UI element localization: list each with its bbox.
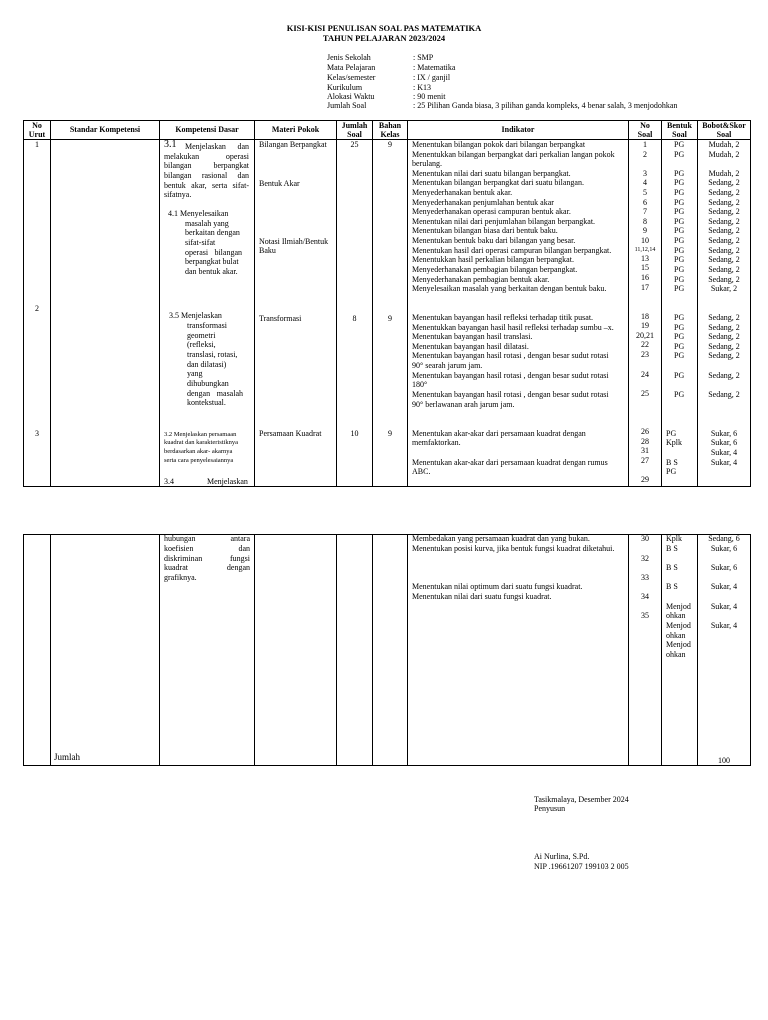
indikator: Menyederhanakan bentuk akar. [412,188,513,197]
no-soal: 19 [641,321,649,330]
bahan-kelas: 9 [388,314,392,323]
no-soal: 31 [641,446,649,455]
bobot-skor: Sukar, 4 [710,448,738,457]
materi-pokok: Notasi Ilmiah/Bentuk [259,237,329,246]
indikator: 90° searah jarum jam. [412,361,483,370]
bentuk-soal: PG [674,275,685,284]
bentuk-soal: ohkan [666,650,686,659]
indikator: berulang. [412,159,442,168]
no-soal: 28 [641,437,649,446]
bobot-skor: Sedang, 2 [708,371,740,380]
kd-text: koefisien dan [164,544,250,553]
indikator: Menentukan bayangan hasil refleksi terhadap titik pusat. [412,313,594,322]
table-border [50,120,51,487]
row-number: 3 [35,429,39,438]
header-kompetensi-dasar: Kompetensi Dasar [175,125,239,134]
indikator: Menentukan posisi kurva, jika bentuk fungsi kuadrat diketahui. [412,544,615,553]
bentuk-soal: B S [666,458,678,467]
no-soal: 35 [641,611,649,620]
materi-pokok: Transformasi [259,314,302,323]
bobot-skor: Sedang, 2 [708,188,740,197]
table-border [750,534,751,766]
bentuk-soal: PG [674,198,685,207]
bobot-skor: Sedang, 2 [708,313,740,322]
bentuk-soal: PG [674,226,685,235]
materi-pokok: Bilangan Berpangkat [259,140,327,149]
jumlah-soal: 25 [350,140,359,149]
bentuk-soal: PG [674,342,685,351]
bobot-skor: Sukar, 6 [710,563,738,572]
no-soal: 26 [641,427,649,436]
indikator: Menyederhanakan pembagian bentuk akar. [412,275,550,284]
bentuk-soal: PG [674,255,685,264]
kd-text: 3.2 Menjelaskan persamaan [164,431,237,438]
no-soal: 34 [641,592,649,601]
bentuk-soal: PG [674,207,685,216]
kd-text: 4.1 Menyelesaikan [168,209,229,218]
no-soal: 16 [641,273,649,282]
bentuk-soal: Menjod [666,621,691,630]
bobot-skor: Sedang, 2 [708,236,740,245]
table-border [750,120,751,487]
kd-text: translasi, rotasi, [187,350,238,359]
materi-pokok: Bentuk Akar [259,179,300,188]
kd-text: sifatnya. [164,190,192,199]
meta-key: Mata Pelajaran [327,63,376,72]
kd-text: bilangan rasional dan [164,171,249,180]
bentuk-soal: B S [666,544,678,553]
bobot-skor: Sukar, 2 [710,284,738,293]
header-indikator: Indikator [501,125,535,134]
header-materi-pokok: Materi Pokok [271,125,320,134]
kd-text: kuadrat dengan [164,563,250,572]
document-subtitle: TAHUN PELAJARAN 2023/2024 [322,33,446,43]
table-border [372,534,373,766]
bentuk-soal: PG [674,178,685,187]
kd-text: operasi bilangan [185,248,242,257]
bobot-skor: Sedang, 2 [708,246,740,255]
bobot-skor: Sukar, 4 [710,582,738,591]
jumlah-soal: 8 [352,314,357,323]
no-soal: 30 [641,534,649,543]
indikator: Menentukan bayangan hasil dilatasi. [412,342,529,351]
table-border [50,534,51,766]
bentuk-soal: PG [674,188,685,197]
bentuk-soal: PG [666,467,677,476]
kd-text: berdasarkan akar- akarnya [164,448,233,455]
bobot-skor: Sedang, 2 [708,351,740,360]
no-soal: 17 [641,283,649,292]
table-border [336,534,337,766]
jumlah-soal: 10 [350,429,359,438]
kd-text: diskriminan fungsi [164,554,250,563]
bentuk-soal: PG [674,265,685,274]
meta-value: : 25 Pilihan Ganda biasa, 3 pilihan ganda kompleks, 4 benar salah, 3 menjodohkan [413,101,678,110]
kd-text: Menjelaskan dan [185,142,249,151]
no-soal: 33 [641,573,649,582]
kd-text: masalah yang [185,219,229,228]
kd-text: dengan masalah [187,389,243,398]
bentuk-soal: PG [674,217,685,226]
bobot-skor: Sedang, 2 [708,217,740,226]
signer-nip: NIP .19661207 199103 2 005 [534,862,629,871]
bentuk-soal: PG [674,236,685,245]
signer-name: Ai Nurlina, S.Pd. [534,852,590,861]
bentuk-soal: PG [674,332,685,341]
kd-text: 3.5 Menjelaskan [169,311,222,320]
bobot-skor: Sedang, 2 [708,390,740,399]
bobot-skor: Sukar, 4 [710,621,738,630]
bentuk-soal: B S [666,563,678,572]
table-border [661,120,662,487]
bobot-skor: Mudah, 2 [708,150,740,159]
header-standar-kompetensi: Standar Kompetensi [69,125,141,134]
bentuk-soal: B S [666,582,678,591]
no-soal: 2 [643,150,647,159]
table-border [23,765,751,766]
bobot-skor: Sedang, 2 [708,207,740,216]
indikator: Menentukan nilai dari penjumlahan bilangan berpangkat. [412,217,596,226]
bentuk-soal: ohkan [666,631,686,640]
meta-key: Jumlah Soal [327,101,367,110]
bentuk-soal: PG [674,313,685,322]
bentuk-soal: Menjod [666,602,691,611]
no-soal: 8 [643,217,647,226]
no-soal: 25 [641,389,649,398]
kd-text: yang [187,369,203,378]
bentuk-soal: PG [674,246,685,255]
bentuk-soal: Kplk [666,438,682,447]
bentuk-soal: Menjod [666,640,691,649]
no-soal: 9 [643,226,647,235]
meta-key: Kurikulum [327,83,363,92]
no-soal: 32 [641,554,649,563]
kd-text: sifat-sifat [185,238,216,247]
bobot-skor: Sukar, 6 [710,438,738,447]
bobot-skor: Sukar, 4 [710,602,738,611]
document-title: KISI-KISI PENULISAN SOAL PAS MATEMATIKA [286,23,482,33]
row-number: 1 [35,140,39,149]
indikator: Menyederhanakan pembagian bilangan berpangkat. [412,265,578,274]
no-soal: 22 [641,340,649,349]
no-soal: 4 [643,178,647,187]
kd-text: melakukan operasi [164,152,249,161]
meta-key: Kelas/semester [327,73,376,82]
no-soal: 13 [641,254,649,263]
indikator: Menyelesaikan masalah yang berkaitan dengan bentuk baku. [412,284,607,293]
meta-value: : K13 [413,83,431,92]
meta-value: : Matematika [413,63,456,72]
kd-text: bilangan berpangkat [164,161,249,170]
indikator: Menyederhanakan operasi campuran bentuk akar. [412,207,571,216]
indikator: Menentukan bilangan biasa dari bentuk baku. [412,226,558,235]
bobot-skor: Sukar, 4 [710,458,738,467]
indikator: Menentukan akar-akar dari persamaan kuadrat dengan [412,429,586,438]
table-border [23,534,24,766]
header-bentuk-soal: Bentuk Soal [667,121,692,139]
bobot-skor: Sedang, 2 [708,342,740,351]
no-soal: 7 [643,207,647,216]
bobot-skor: Sedang, 2 [708,275,740,284]
bobot-skor: Sedang, 6 [708,534,740,543]
bobot-skor: Mudah, 2 [708,140,740,149]
table-border [159,534,160,766]
indikator: 90° berlawanan arah jarum jam. [412,400,515,409]
header-bahan-kelas: Bahan Kelas [378,121,402,139]
indikator: Menyederhanakan penjumlahan bentuk akar [412,198,554,207]
bobot-skor: Sedang, 2 [708,178,740,187]
bentuk-soal: PG [674,351,685,360]
no-soal: 24 [641,370,649,379]
bobot-skor: Sedang, 2 [708,198,740,207]
table-border [23,486,751,487]
indikator: Menentukan nilai optimum dari suatu fungsi kuadrat. [412,582,583,591]
kd-number: 3.4 [164,477,174,486]
bentuk-soal: PG [674,390,685,399]
indikator: Menentukan nilai dari suatu fungsi kuadrat. [412,592,552,601]
indikator: Menentukan nilai dari suatu bilangan berpangkat. [412,169,571,178]
kd-text: (refleksi, [187,340,216,349]
bobot-skor: Sedang, 2 [708,332,740,341]
meta-key: Jenis Sekolah [327,53,371,62]
no-soal: 6 [643,198,647,207]
indikator: Menentukan bayangan hasil translasi. [412,332,533,341]
kd-text: kuadrat dan karakteristiknya [164,439,238,446]
no-soal: 1 [643,140,647,149]
indikator: Menentukan bentuk baku dari bilangan yang besar. [412,236,576,245]
materi-pokok: Baku [259,246,276,255]
no-soal: 11,12,14 [634,247,656,253]
meta-value: : SMP [413,53,434,62]
place-date: Tasikmalaya, Desember 2024 [534,795,629,804]
kd-text: berpangkat bulat [185,257,239,266]
bobot-skor: Sedang, 2 [708,226,740,235]
no-soal: 5 [643,188,647,197]
indikator: Menentukan bayangan hasil rotasi , dengan besar sudut rotasi [412,390,609,399]
bentuk-soal: PG [674,371,685,380]
indikator: Menentukkan hasil perkalian bilangan berpangkat. [412,255,574,264]
no-soal: 15 [641,263,649,272]
header-bobot-skor: Bobot&Skor Soal [702,121,746,139]
table-border [254,534,255,766]
indikator: Menentukkan bayangan hasil hasil refleksi terhadap sumbu –x. [412,323,614,332]
kd-text: serta cara penyelesaiannya [164,457,234,464]
no-soal: 23 [641,350,649,359]
total-score: 100 [718,756,730,765]
bobot-skor: Sedang, 2 [708,265,740,274]
kd-text: kontekstual. [187,398,226,407]
indikator: Menentukan bilangan pokok dari bilangan berpangkat [412,140,586,149]
bobot-skor: Sedang, 2 [708,255,740,264]
no-soal: 10 [641,236,649,245]
meta-key: Alokasi Waktu [327,92,375,101]
kd-text: berkaitan dengan [185,228,240,237]
materi-pokok: Persamaan Kuadrat [259,429,322,438]
kd-text: hubungan antara [164,534,250,543]
bentuk-soal: PG [674,169,685,178]
table-border [407,120,408,487]
no-soal: 27 [641,456,649,465]
indikator: Menentukan akar-akar dari persamaan kuadrat dengan rumus [412,458,608,467]
indikator: Menentukan bayangan hasil rotasi , dengan besar sudut rotasi [412,351,609,360]
row-number: 2 [35,304,39,313]
kd-text: grafiknya. [164,573,197,582]
bentuk-soal: PG [666,429,677,438]
indikator: memfaktorkan. [412,438,461,447]
indikator: 180° [412,380,428,389]
header-jumlah-soal: Jumlah Soal [341,121,368,139]
bobot-skor: Sukar, 6 [710,429,738,438]
header-no-soal: No Soal [637,121,653,139]
table-border [407,534,408,766]
kd-text: transformasi [187,321,227,330]
no-soal: 18 [641,312,649,321]
bentuk-soal: PG [674,284,685,293]
indikator: ABC. [412,467,431,476]
meta-value: : IX / ganjil [413,73,451,82]
bentuk-soal: ohkan [666,611,686,620]
table-border [159,120,160,487]
kd-text: Menjelaskan [207,477,248,486]
bobot-skor: Sedang, 2 [708,323,740,332]
bentuk-soal: Kplk [666,534,682,543]
bobot-skor: Sukar, 6 [710,544,738,553]
kd-number: 3.1 [164,139,177,150]
kd-text: dan bentuk akar. [185,267,238,276]
jumlah-label: Jumlah [54,752,80,762]
indikator: Menentukan bayangan hasil rotasi , dengan besar sudut rotasi [412,371,609,380]
kd-text: geometri [187,331,216,340]
kd-text: dan dilatasi) [187,360,227,369]
no-soal: 29 [641,475,649,484]
indikator: Membedakan yang persamaan kuadrat dan yang bukan. [412,534,590,543]
indikator: Menentukkan bilangan berpangkat dari perkalian langan pokok [412,150,615,159]
bentuk-soal: PG [674,140,685,149]
no-soal: 3 [643,169,647,178]
header-no-urut: No Urut [28,121,46,139]
kd-text: dihubungkan [187,379,229,388]
indikator: Menentukan hasil dari operasi campuran bilangan berpangkat. [412,246,612,255]
no-soal: 20,21 [636,331,654,340]
bentuk-soal: PG [674,150,685,159]
table-border [661,534,662,766]
table-border [628,534,629,766]
kd-text: bentuk akar, serta sifat- [164,181,249,190]
bahan-kelas: 9 [388,429,392,438]
table-border [254,120,255,487]
meta-value: : 90 menit [413,92,446,101]
bentuk-soal: PG [674,323,685,332]
signer-role: Penyusun [534,804,566,813]
indikator: Menentukan bilangan berpangkat dari suatu bilangan. [412,178,584,187]
bobot-skor: Mudah, 2 [708,169,740,178]
bahan-kelas: 9 [388,140,392,149]
